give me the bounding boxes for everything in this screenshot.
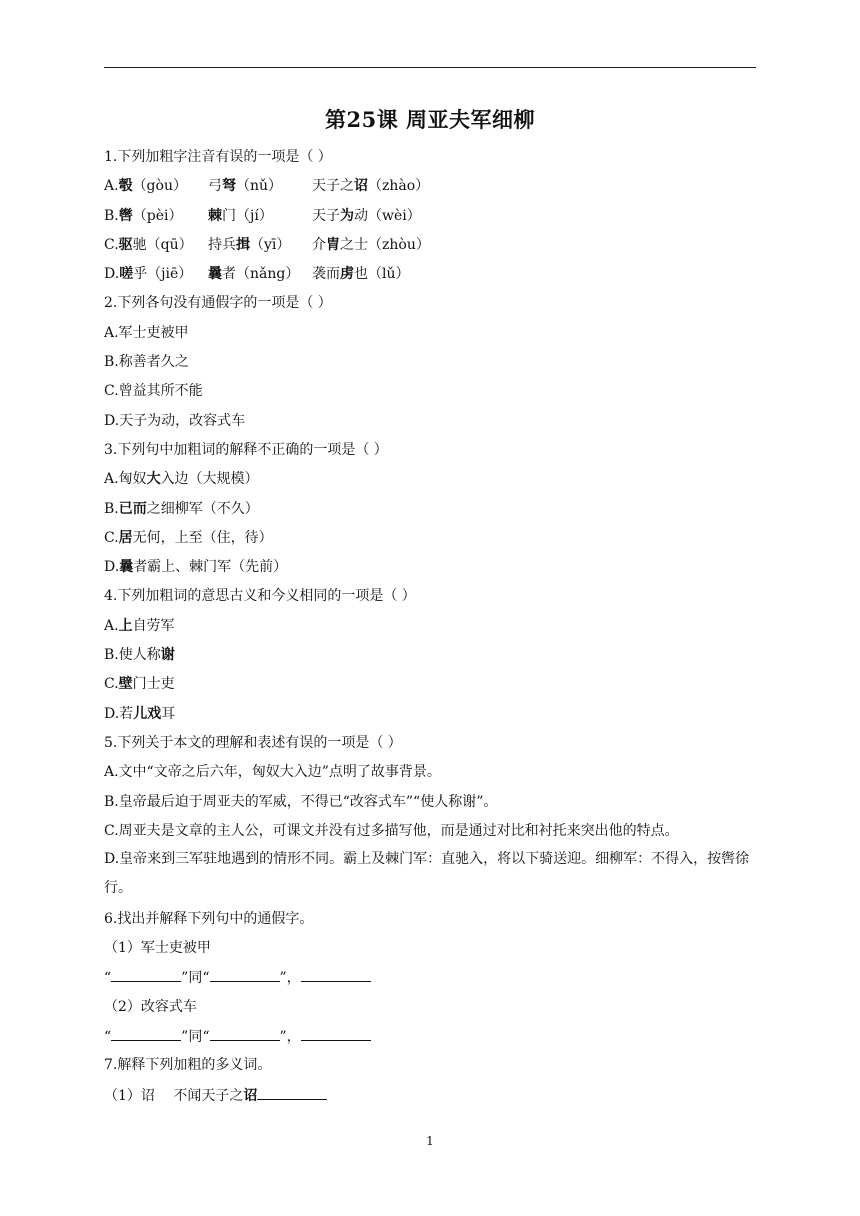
question-3-stem: 3.下列句中加粗词的解释不正确的一项是（ ） (104, 441, 388, 458)
answer-blank[interactable] (210, 1026, 280, 1041)
question-4-option-d: D.若儿戏耳 (104, 705, 176, 722)
question-5-option-a: A.文中“文帝之后六年，匈奴大入边”点明了故事背景。 (104, 764, 441, 781)
question-5-option-d: D.皇帝来到三军驻地遇到的情形不同。霸上及棘门军：直驰入，将以下骑送迎。细柳军：不得入，按辔徐行。 (104, 851, 750, 897)
header-rule (104, 67, 756, 68)
question-6-answer-2: “ ”同“ ”， (104, 1026, 756, 1055)
question-4-stem: 4.下列加粗词的意思古义和今义相同的一项是（ ） (104, 588, 416, 605)
question-6-item-2: （2）改容式车 (104, 998, 197, 1015)
question-4-option-a: A.上自劳军 (104, 617, 175, 634)
question-6-stem: 6.找出并解释下列句中的通假字。 (104, 910, 314, 927)
question-2-option-b: B.称善者久之 (104, 354, 189, 371)
question-2-option-a: A.军士吏被甲 (104, 324, 189, 341)
question-2-stem: 2.下列各句没有通假字的一项是（ ） (104, 295, 332, 312)
page-number: 1 (426, 1134, 434, 1148)
page-title: 第25课 周亚夫军细柳 (324, 107, 536, 132)
answer-blank[interactable] (257, 1085, 327, 1100)
question-5-option-b: B.皇帝最后迫于周亚夫的军威，不得已“改容式车”“使人称谢”。 (104, 793, 498, 810)
answer-blank[interactable] (301, 1026, 371, 1041)
question-3-option-c: C.居无何，上至（住，待） (104, 529, 273, 546)
question-6-answer-1: “ ”同“ ”， (104, 967, 756, 996)
answer-blank[interactable] (301, 967, 371, 982)
question-4-option-c: C.壁门士吏 (104, 676, 175, 693)
question-4-option-b: B.使人称谢 (104, 647, 175, 664)
question-1-option-a: A.彀（gòu） 弓弩（nǔ） 天子之诏（zhào） (104, 178, 430, 195)
answer-blank[interactable] (210, 967, 280, 982)
question-5-option-c: C.周亚夫是文章的主人公，可课文并没有过多描写他，而是通过对比和衬托来突出他的特点。 (104, 822, 679, 839)
question-6-item-1: （1）军士吏被甲 (104, 940, 211, 957)
answer-blank[interactable] (111, 967, 181, 982)
document-body (104, 147, 756, 1114)
question-7-stem: 7.解释下列加粗的多义词。 (104, 1057, 272, 1074)
question-1-option-c: C.驱驰（qū） 持兵揖（yī） 介胄之士（zhòu） (104, 236, 430, 253)
question-1-option-d: D.嗟乎（jiē） 曩者（nǎng） 袭而虏也（lǔ） (104, 266, 410, 283)
question-7-item-1: （1）诏 不闻天子之诏 (104, 1085, 756, 1114)
question-3-option-b: B.已而之细柳军（不久） (104, 500, 259, 517)
question-3-option-d: D.曩者霸上、棘门军（先前） (104, 559, 288, 576)
question-5-stem: 5.下列关于本文的理解和表述有误的一项是（ ） (104, 734, 402, 751)
question-1-stem: 1.下列加粗字注音有误的一项是（ ） (104, 149, 332, 165)
question-2-option-d: D.天子为动，改容式车 (104, 412, 246, 429)
question-3-option-a: A.匈奴大入边（大规模） (104, 471, 259, 488)
question-1-option-b: B.辔（pèi） 棘门（jí） 天子为动（wèi） (104, 207, 421, 224)
answer-blank[interactable] (111, 1026, 181, 1041)
question-2-option-c: C.曾益其所不能 (104, 383, 203, 400)
